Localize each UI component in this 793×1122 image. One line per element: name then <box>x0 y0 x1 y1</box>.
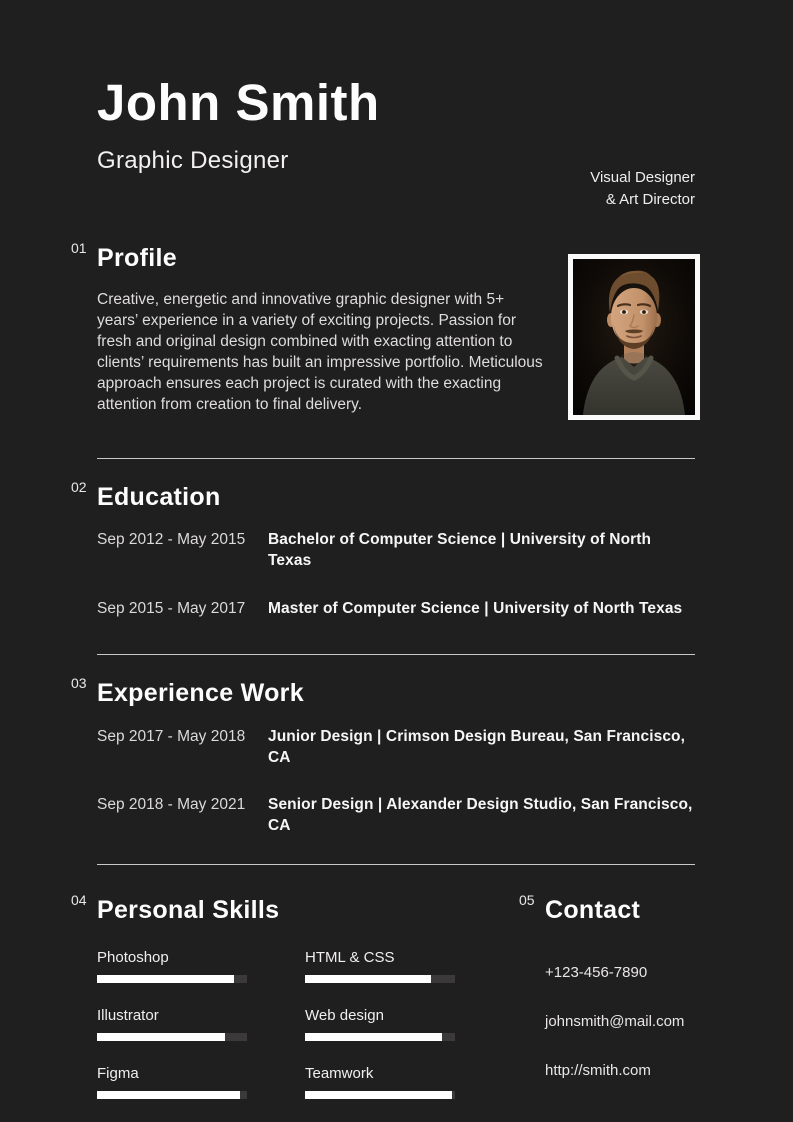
tagline-line2: & Art Director <box>605 190 695 208</box>
skills-column-right <box>305 947 455 1121</box>
degree-detail: Master of Computer Science | University of North Texas <box>268 600 683 617</box>
phone-number: +123-456-7890 <box>545 964 648 981</box>
skill-label: Figma <box>97 1065 139 1082</box>
date-range: Sep 2018 - May 2021 <box>97 796 246 813</box>
education-heading <box>71 479 221 513</box>
date-range: Sep 2012 - May 2015 <box>97 531 246 548</box>
portrait-illustration <box>573 259 695 415</box>
page-title: John Smith <box>97 74 380 131</box>
skill-bar-track <box>305 1033 455 1041</box>
skill-bar-fill <box>305 975 431 983</box>
section-number: 03 <box>71 675 87 691</box>
section-contact <box>519 892 685 1121</box>
header <box>97 0 695 208</box>
section-title: Education <box>97 483 221 511</box>
skill-item <box>97 1063 247 1099</box>
skill-bar-track <box>97 1091 247 1099</box>
skill-bar-track <box>97 1033 247 1041</box>
skill-item <box>305 947 455 983</box>
experience-heading <box>71 675 304 709</box>
section-number: 01 <box>71 240 87 256</box>
job-detail: Senior Design | Alexander Design Studio, San Francisco, CA <box>268 796 693 834</box>
tagline <box>590 167 695 210</box>
skill-item <box>97 1005 247 1041</box>
skill-item <box>305 1063 455 1099</box>
skill-bar-fill <box>305 1091 452 1099</box>
contact-items <box>545 962 684 1081</box>
section-number: 04 <box>71 892 87 908</box>
skill-item <box>97 947 247 983</box>
divider-2 <box>97 654 695 655</box>
skill-label: Photoshop <box>97 949 169 966</box>
section-education <box>71 479 695 619</box>
experience-row <box>97 794 695 836</box>
job-detail: Junior Design | Crimson Design Bureau, San Francisco, CA <box>268 728 686 766</box>
profile-heading <box>71 240 177 274</box>
role-subtitle: Graphic Designer <box>97 147 289 174</box>
skill-bar-track <box>305 1091 455 1099</box>
contact-heading <box>519 892 641 926</box>
section-title: Profile <box>97 244 177 272</box>
date-range: Sep 2017 - May 2018 <box>97 728 246 745</box>
skill-bar-fill <box>97 975 234 983</box>
section-title: Contact <box>545 896 641 924</box>
skill-item <box>305 1005 455 1041</box>
experience-rows <box>97 726 695 836</box>
skills-heading <box>71 892 280 926</box>
section-title: Experience Work <box>97 679 304 707</box>
section-number: 05 <box>519 892 535 908</box>
skill-label: Web design <box>305 1007 384 1024</box>
section-title: Personal Skills <box>97 896 280 924</box>
skill-bar-track <box>97 975 247 983</box>
divider-3 <box>97 864 695 865</box>
education-row <box>97 529 695 571</box>
date-range: Sep 2015 - May 2017 <box>97 600 246 617</box>
profile-photo <box>568 254 700 420</box>
education-row <box>97 598 695 619</box>
skill-label: Teamwork <box>305 1065 374 1082</box>
skill-bar-fill <box>97 1033 225 1041</box>
divider-1 <box>97 458 695 459</box>
degree-detail: Bachelor of Computer Science | University of North Texas <box>268 531 652 569</box>
section-experience <box>71 675 695 836</box>
website-url: http://smith.com <box>545 1062 651 1079</box>
section-skills <box>71 892 455 1121</box>
skill-label: Illustrator <box>97 1007 159 1024</box>
skill-bar-fill <box>305 1033 442 1041</box>
experience-row <box>97 726 695 768</box>
tagline-line1: Visual Designer <box>590 169 695 186</box>
skill-bar-track <box>305 975 455 983</box>
skill-label: HTML & CSS <box>305 949 395 966</box>
bottom-columns <box>71 892 695 1121</box>
email-address: johnsmith@mail.com <box>545 1013 685 1030</box>
profile-text: Creative, energetic and innovative graphic designer with 5+ years’ experience in a variety of exciting projects. Passion for fresh and original design combined with exacting attention to clients’ requirements has built an impressive portfolio. Meticulous approach ensures each project is curated with the exacting attention from creation to final delivery. <box>97 291 543 413</box>
skills-column-left <box>97 947 247 1121</box>
skills-grid <box>97 947 455 1121</box>
education-rows <box>97 529 695 619</box>
skill-bar-fill <box>97 1091 240 1099</box>
section-number: 02 <box>71 479 87 495</box>
